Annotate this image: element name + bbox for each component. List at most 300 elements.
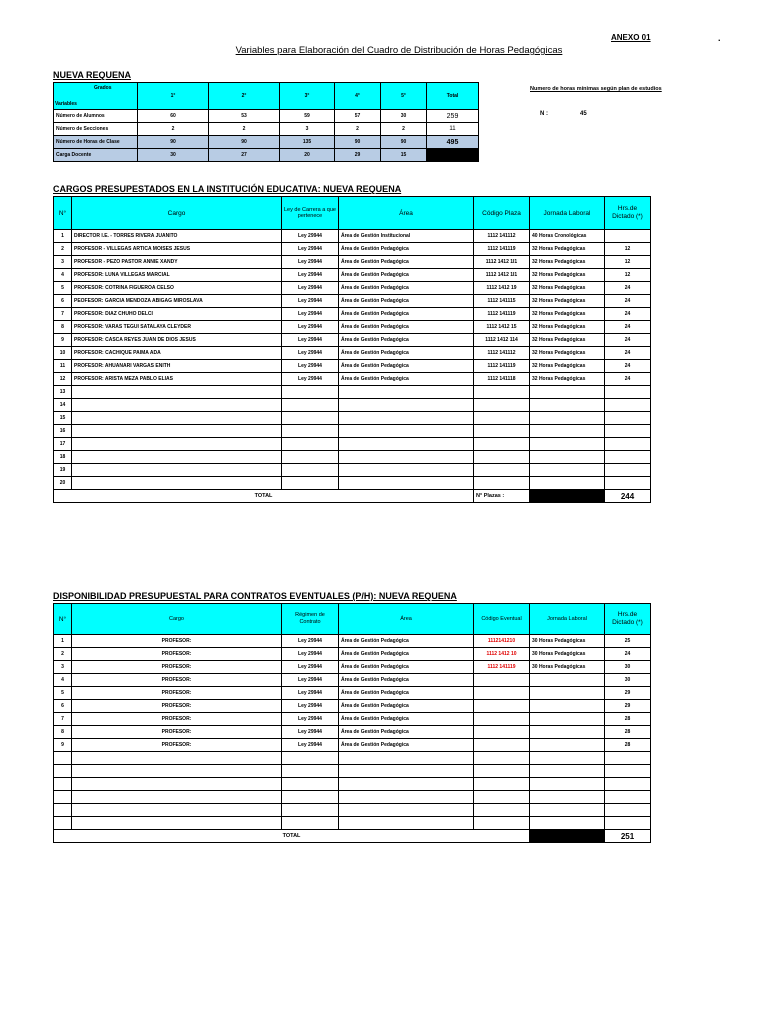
row-jornada xyxy=(530,674,605,687)
row-jornada: 30 Horas Pedagógicas xyxy=(530,661,605,674)
row-cargo xyxy=(72,438,282,451)
table-row xyxy=(54,817,651,830)
row-jornada: 32 Horas Pedagógicas xyxy=(530,334,605,347)
row-hrs: 24 xyxy=(605,648,651,661)
row-jornada xyxy=(530,726,605,739)
variable-cell: 2 xyxy=(381,123,427,136)
cargos-table xyxy=(53,196,651,503)
row-cargo: PROFESOR: xyxy=(72,713,282,726)
row-area: Área de Gestión Pedagógica xyxy=(339,360,474,373)
variable-cell: 15 xyxy=(381,149,427,162)
row-hrs: 29 xyxy=(605,687,651,700)
row-jornada xyxy=(530,791,605,804)
annex-label: ANEXO 01 xyxy=(611,33,651,42)
row-cargo: PROFESOR: AHUANARI VARGAS ENITH xyxy=(72,360,282,373)
row-hrs xyxy=(605,804,651,817)
row-area xyxy=(339,817,474,830)
row-jornada xyxy=(530,687,605,700)
header-jornada: Jornada Laboral xyxy=(530,604,605,635)
row-ley: Ley 29944 xyxy=(282,360,339,373)
row-number: 8 xyxy=(54,726,72,739)
variables-row xyxy=(54,123,479,136)
row-ley xyxy=(282,438,339,451)
row-hrs: 24 xyxy=(605,282,651,295)
header-area: Área xyxy=(339,197,474,230)
row-jornada: 32 Horas Pedagógicas xyxy=(530,373,605,386)
row-codigo: 1112 1412 1I1 xyxy=(474,269,530,282)
row-hrs: 24 xyxy=(605,373,651,386)
row-cargo: PROFESOR: CACHIQUE PAIMA ADA xyxy=(72,347,282,360)
table-row xyxy=(54,399,651,412)
row-codigo xyxy=(474,674,530,687)
row-number: 17 xyxy=(54,438,72,451)
row-codigo xyxy=(474,752,530,765)
row-codigo xyxy=(474,817,530,830)
row-codigo xyxy=(474,687,530,700)
row-area xyxy=(339,791,474,804)
row-codigo: 1112 141115 xyxy=(474,295,530,308)
row-cargo xyxy=(72,386,282,399)
row-area xyxy=(339,477,474,490)
row-number: 6 xyxy=(54,700,72,713)
header-codigo: Código Plaza xyxy=(474,197,530,230)
row-codigo: 1112 1412 10 xyxy=(474,648,530,661)
row-number xyxy=(54,804,72,817)
row-area: Área de Gestión Institucional xyxy=(339,230,474,243)
row-hrs xyxy=(605,464,651,477)
row-hrs: 12 xyxy=(605,256,651,269)
row-codigo xyxy=(474,412,530,425)
table-row xyxy=(54,334,651,347)
row-number xyxy=(54,791,72,804)
header-ley: Ley de Carrera a que pertenece xyxy=(282,197,339,230)
row-number: 4 xyxy=(54,674,72,687)
row-number: 2 xyxy=(54,243,72,256)
row-hrs xyxy=(605,778,651,791)
variable-cell: 135 xyxy=(280,136,335,149)
row-cargo: PROFESOR: xyxy=(72,739,282,752)
row-ley: Ley 29944 xyxy=(282,308,339,321)
table-row xyxy=(54,230,651,243)
row-cargo xyxy=(72,477,282,490)
table-row xyxy=(54,243,651,256)
row-hrs xyxy=(605,817,651,830)
row-jornada: 32 Horas Pedagógicas xyxy=(530,295,605,308)
row-ley: Ley 29944 xyxy=(282,295,339,308)
row-hrs: 24 xyxy=(605,308,651,321)
row-jornada: 32 Horas Pedagógicas xyxy=(530,269,605,282)
row-hrs xyxy=(605,451,651,464)
table-row xyxy=(54,451,651,464)
row-cargo: PROFESOR: DIAZ CHUHO DELCI xyxy=(72,308,282,321)
row-cargo: PROFESOR: COTRINA FIGUEROA CELSO xyxy=(72,282,282,295)
table-row xyxy=(54,635,651,648)
row-jornada xyxy=(530,804,605,817)
min-hours-label: Numero de horas mínimas según plan de estudios xyxy=(530,86,662,92)
row-codigo: 1112 1412 114 xyxy=(474,334,530,347)
row-ley xyxy=(282,477,339,490)
row-area: Área de Gestión Pedagógica xyxy=(339,243,474,256)
row-area: Área de Gestión Pedagógica xyxy=(339,334,474,347)
row-number: 7 xyxy=(54,713,72,726)
row-jornada xyxy=(530,765,605,778)
row-ley: Ley 29944 xyxy=(282,243,339,256)
eventuales-total-blocked xyxy=(530,830,605,843)
row-codigo xyxy=(474,765,530,778)
row-cargo xyxy=(72,425,282,438)
variable-label: Número de Horas de Clase xyxy=(54,136,138,149)
row-ley xyxy=(282,425,339,438)
corner-mark: . xyxy=(718,33,721,43)
variable-cell: 2 xyxy=(138,123,209,136)
row-cargo: PROFESOR: VARAS TEGUI SATALAYA CLEYDER xyxy=(72,321,282,334)
row-hrs: 24 xyxy=(605,347,651,360)
row-area: Área de Gestión Pedagógica xyxy=(339,713,474,726)
row-area xyxy=(339,386,474,399)
row-hrs: 30 xyxy=(605,674,651,687)
row-codigo xyxy=(474,791,530,804)
row-codigo: 1112 141119 xyxy=(474,243,530,256)
table-row xyxy=(54,412,651,425)
variable-total-cell-blocked xyxy=(427,149,479,162)
row-hrs: 24 xyxy=(605,321,651,334)
row-jornada: 40 Horas Cronológicas xyxy=(530,230,605,243)
row-area xyxy=(339,425,474,438)
table-row xyxy=(54,713,651,726)
row-number: 20 xyxy=(54,477,72,490)
variable-cell: 2 xyxy=(335,123,381,136)
row-ley xyxy=(282,386,339,399)
variable-cell: 90 xyxy=(138,136,209,149)
row-area xyxy=(339,804,474,817)
row-ley: Ley 29944 xyxy=(282,256,339,269)
row-cargo: PROFESOR: xyxy=(72,635,282,648)
table-row xyxy=(54,648,651,661)
row-cargo xyxy=(72,399,282,412)
row-ley: Ley 29944 xyxy=(282,347,339,360)
variable-cell: 60 xyxy=(138,110,209,123)
row-jornada: 30 Horas Pedagógicas xyxy=(530,635,605,648)
row-jornada xyxy=(530,425,605,438)
row-hrs xyxy=(605,399,651,412)
row-jornada xyxy=(530,451,605,464)
variable-cell: 30 xyxy=(138,149,209,162)
row-regimen: Ley 29944 xyxy=(282,648,339,661)
header-regimen: Régimen de Contrato xyxy=(282,604,339,635)
cargos-plazas-label: N° Plazas : xyxy=(474,490,530,503)
row-number: 18 xyxy=(54,451,72,464)
row-cargo: PROFESOR - PEZO PASTOR ANNIE XANDY xyxy=(72,256,282,269)
variable-cell: 90 xyxy=(335,136,381,149)
row-area: Área de Gestión Pedagógica xyxy=(339,256,474,269)
row-number: 9 xyxy=(54,739,72,752)
row-jornada xyxy=(530,386,605,399)
row-jornada: 32 Horas Pedagógicas xyxy=(530,243,605,256)
row-cargo xyxy=(72,752,282,765)
row-codigo: 1112 141119 xyxy=(474,308,530,321)
header-jornada: Jornada Laboral xyxy=(530,197,605,230)
row-number xyxy=(54,817,72,830)
row-hrs xyxy=(605,425,651,438)
table-row xyxy=(54,674,651,687)
corner-top-label: Grados xyxy=(94,85,112,91)
table-row xyxy=(54,464,651,477)
table-row xyxy=(54,778,651,791)
row-codigo xyxy=(474,399,530,412)
variable-cell: 20 xyxy=(280,149,335,162)
row-jornada xyxy=(530,752,605,765)
row-cargo: PEOFESOR: GARCIA MENDOZA ABIGAG MIROSLAVA xyxy=(72,295,282,308)
table-row xyxy=(54,752,651,765)
row-area: Área de Gestión Pedagógica xyxy=(339,661,474,674)
row-regimen: Ley 29944 xyxy=(282,687,339,700)
n-label: N : xyxy=(540,111,548,117)
row-area: Área de Gestión Pedagógica xyxy=(339,282,474,295)
row-number xyxy=(54,752,72,765)
row-number: 1 xyxy=(54,635,72,648)
eventuales-total-label: TOTAL xyxy=(54,830,530,843)
row-jornada xyxy=(530,438,605,451)
row-cargo xyxy=(72,817,282,830)
variable-label: Carga Docente xyxy=(54,149,138,162)
grade-header: 4° xyxy=(335,83,381,110)
row-codigo: 1112 141119 xyxy=(474,360,530,373)
row-area xyxy=(339,438,474,451)
row-cargo: PROFESOR: ARISTA MEZA PABLO ELIAS xyxy=(72,373,282,386)
row-area xyxy=(339,399,474,412)
eventuales-table xyxy=(53,603,651,843)
row-jornada: 32 Horas Pedagógicas xyxy=(530,282,605,295)
table-row xyxy=(54,308,651,321)
row-area: Área de Gestión Pedagógica xyxy=(339,308,474,321)
eventuales-total-row xyxy=(54,830,651,843)
row-jornada xyxy=(530,778,605,791)
variable-total-cell: 11 xyxy=(427,123,479,136)
variable-total-cell: 495 xyxy=(427,136,479,149)
row-jornada: 30 Horas Pedagógicas xyxy=(530,648,605,661)
variables-row xyxy=(54,136,479,149)
row-regimen: Ley 29944 xyxy=(282,635,339,648)
row-cargo: PROFESOR: xyxy=(72,700,282,713)
table-row xyxy=(54,765,651,778)
row-hrs xyxy=(605,765,651,778)
row-regimen xyxy=(282,778,339,791)
variable-cell: 2 xyxy=(209,123,280,136)
page-title: Variables para Elaboración del Cuadro de Distribución de Horas Pedagógicas xyxy=(235,45,563,56)
row-area xyxy=(339,752,474,765)
row-area: Área de Gestión Pedagógica xyxy=(339,687,474,700)
row-regimen xyxy=(282,804,339,817)
row-hrs xyxy=(605,791,651,804)
row-number: 14 xyxy=(54,399,72,412)
row-ley xyxy=(282,464,339,477)
table-row xyxy=(54,321,651,334)
row-cargo: PROFESOR: xyxy=(72,648,282,661)
table-row xyxy=(54,739,651,752)
row-area: Área de Gestión Pedagógica xyxy=(339,373,474,386)
row-regimen xyxy=(282,765,339,778)
corner-bottom-label: Variables xyxy=(55,101,77,107)
row-jornada xyxy=(530,739,605,752)
row-cargo: DIRECTOR I.E. - TORRES RIVERA JUANITO xyxy=(72,230,282,243)
row-codigo: 1112 1412 19 xyxy=(474,282,530,295)
row-jornada: 32 Horas Pedagógicas xyxy=(530,308,605,321)
row-cargo: PROFESOR: xyxy=(72,674,282,687)
row-number: 15 xyxy=(54,412,72,425)
variable-label: Número de Alumnos xyxy=(54,110,138,123)
row-area xyxy=(339,412,474,425)
header-codigo: Código Eventual xyxy=(474,604,530,635)
row-codigo xyxy=(474,804,530,817)
row-hrs xyxy=(605,386,651,399)
row-ley xyxy=(282,451,339,464)
row-jornada xyxy=(530,700,605,713)
header-cargo: Cargo xyxy=(72,604,282,635)
header-hrs: Hrs.de Dictado (*) xyxy=(605,604,651,635)
table-row xyxy=(54,347,651,360)
variables-row xyxy=(54,110,479,123)
row-ley: Ley 29944 xyxy=(282,334,339,347)
row-codigo xyxy=(474,778,530,791)
row-cargo xyxy=(72,778,282,791)
row-area: Área de Gestión Pedagógica xyxy=(339,726,474,739)
row-regimen: Ley 29944 xyxy=(282,674,339,687)
row-cargo: PROFESOR: xyxy=(72,726,282,739)
row-number: 19 xyxy=(54,464,72,477)
header-area: Área xyxy=(339,604,474,635)
row-area: Área de Gestión Pedagógica xyxy=(339,700,474,713)
row-hrs xyxy=(605,752,651,765)
row-cargo xyxy=(72,412,282,425)
grade-header: 5° xyxy=(381,83,427,110)
row-codigo: 1112 141118 xyxy=(474,373,530,386)
table-row xyxy=(54,438,651,451)
row-codigo: 1112 1412 15 xyxy=(474,321,530,334)
row-cargo xyxy=(72,791,282,804)
variables-table xyxy=(53,82,479,162)
row-number: 10 xyxy=(54,347,72,360)
row-ley: Ley 29944 xyxy=(282,282,339,295)
cargos-section-title: CARGOS PRESUPESTADOS EN LA INSTITUCIÓN EDUCATIVA: NUEVA REQUENA xyxy=(53,184,402,194)
row-hrs xyxy=(605,230,651,243)
header-hrs: Hrs.de Dictado (*) xyxy=(605,197,651,230)
row-area: Área de Gestión Pedagógica xyxy=(339,635,474,648)
row-number: 5 xyxy=(54,687,72,700)
variable-cell: 53 xyxy=(209,110,280,123)
row-number: 12 xyxy=(54,373,72,386)
eventuales-total-value: 251 xyxy=(605,830,651,843)
row-area xyxy=(339,464,474,477)
row-codigo xyxy=(474,425,530,438)
row-number: 5 xyxy=(54,282,72,295)
row-regimen: Ley 29944 xyxy=(282,700,339,713)
grade-header: 2° xyxy=(209,83,280,110)
row-number: 6 xyxy=(54,295,72,308)
eventuales-header-row xyxy=(54,604,651,635)
variable-cell: 57 xyxy=(335,110,381,123)
variable-cell: 29 xyxy=(335,149,381,162)
grades-variables-corner xyxy=(54,83,138,110)
row-area: Área de Gestión Pedagógica xyxy=(339,269,474,282)
variable-cell: 90 xyxy=(209,136,280,149)
row-hrs: 28 xyxy=(605,713,651,726)
header-cargo: Cargo xyxy=(72,197,282,230)
row-ley: Ley 29944 xyxy=(282,373,339,386)
row-regimen: Ley 29944 xyxy=(282,739,339,752)
row-area: Área de Gestión Pedagógica xyxy=(339,674,474,687)
row-hrs xyxy=(605,477,651,490)
table-row xyxy=(54,282,651,295)
cargos-total-label: TOTAL xyxy=(54,490,474,503)
row-codigo xyxy=(474,451,530,464)
row-regimen: Ley 29944 xyxy=(282,713,339,726)
table-row xyxy=(54,386,651,399)
row-jornada: 32 Horas Pedagógicas xyxy=(530,321,605,334)
table-row xyxy=(54,726,651,739)
row-hrs: 29 xyxy=(605,700,651,713)
variable-cell: 59 xyxy=(280,110,335,123)
header-number: N° xyxy=(54,604,72,635)
row-jornada: 32 Horas Pedagógicas xyxy=(530,360,605,373)
variable-total-cell: 259 xyxy=(427,110,479,123)
row-hrs: 25 xyxy=(605,635,651,648)
row-codigo xyxy=(474,477,530,490)
table-row xyxy=(54,477,651,490)
row-area: Área de Gestión Pedagógica xyxy=(339,321,474,334)
variables-section-title: NUEVA REQUENA xyxy=(53,70,132,80)
row-regimen xyxy=(282,791,339,804)
row-number: 8 xyxy=(54,321,72,334)
row-hrs: 28 xyxy=(605,726,651,739)
table-row xyxy=(54,687,651,700)
table-row xyxy=(54,700,651,713)
row-ley: Ley 29944 xyxy=(282,230,339,243)
row-cargo xyxy=(72,765,282,778)
row-jornada xyxy=(530,477,605,490)
row-codigo: 1112 1412 1I1 xyxy=(474,256,530,269)
row-codigo xyxy=(474,739,530,752)
row-jornada: 32 Horas Pedagógicas xyxy=(530,347,605,360)
row-number: 16 xyxy=(54,425,72,438)
table-row xyxy=(54,791,651,804)
row-cargo: PROFESOR: xyxy=(72,687,282,700)
table-row xyxy=(54,360,651,373)
variable-cell: 27 xyxy=(209,149,280,162)
row-hrs: 24 xyxy=(605,295,651,308)
row-cargo xyxy=(72,464,282,477)
table-row xyxy=(54,804,651,817)
row-codigo: 1112 141112 xyxy=(474,230,530,243)
row-regimen: Ley 29944 xyxy=(282,661,339,674)
row-hrs: 28 xyxy=(605,739,651,752)
row-number: 13 xyxy=(54,386,72,399)
row-codigo: 1112141210 xyxy=(474,635,530,648)
row-area: Área de Gestión Pedagógica xyxy=(339,347,474,360)
row-codigo xyxy=(474,386,530,399)
grade-header-total: Total xyxy=(427,83,479,110)
row-codigo: 1112 141112 xyxy=(474,347,530,360)
row-codigo: 1112 141119 xyxy=(474,661,530,674)
row-cargo: PROFESOR: CASCA REYES JUAN DE DIOS JESUS xyxy=(72,334,282,347)
row-area xyxy=(339,778,474,791)
cargos-header-row xyxy=(54,197,651,230)
variable-cell: 30 xyxy=(381,110,427,123)
row-area xyxy=(339,765,474,778)
row-jornada: 32 Horas Pedagógicas xyxy=(530,256,605,269)
row-hrs: 30 xyxy=(605,661,651,674)
row-number: 1 xyxy=(54,230,72,243)
row-cargo: PROFESOR - VILLEGAS ARTICA MOISES JESUS xyxy=(72,243,282,256)
